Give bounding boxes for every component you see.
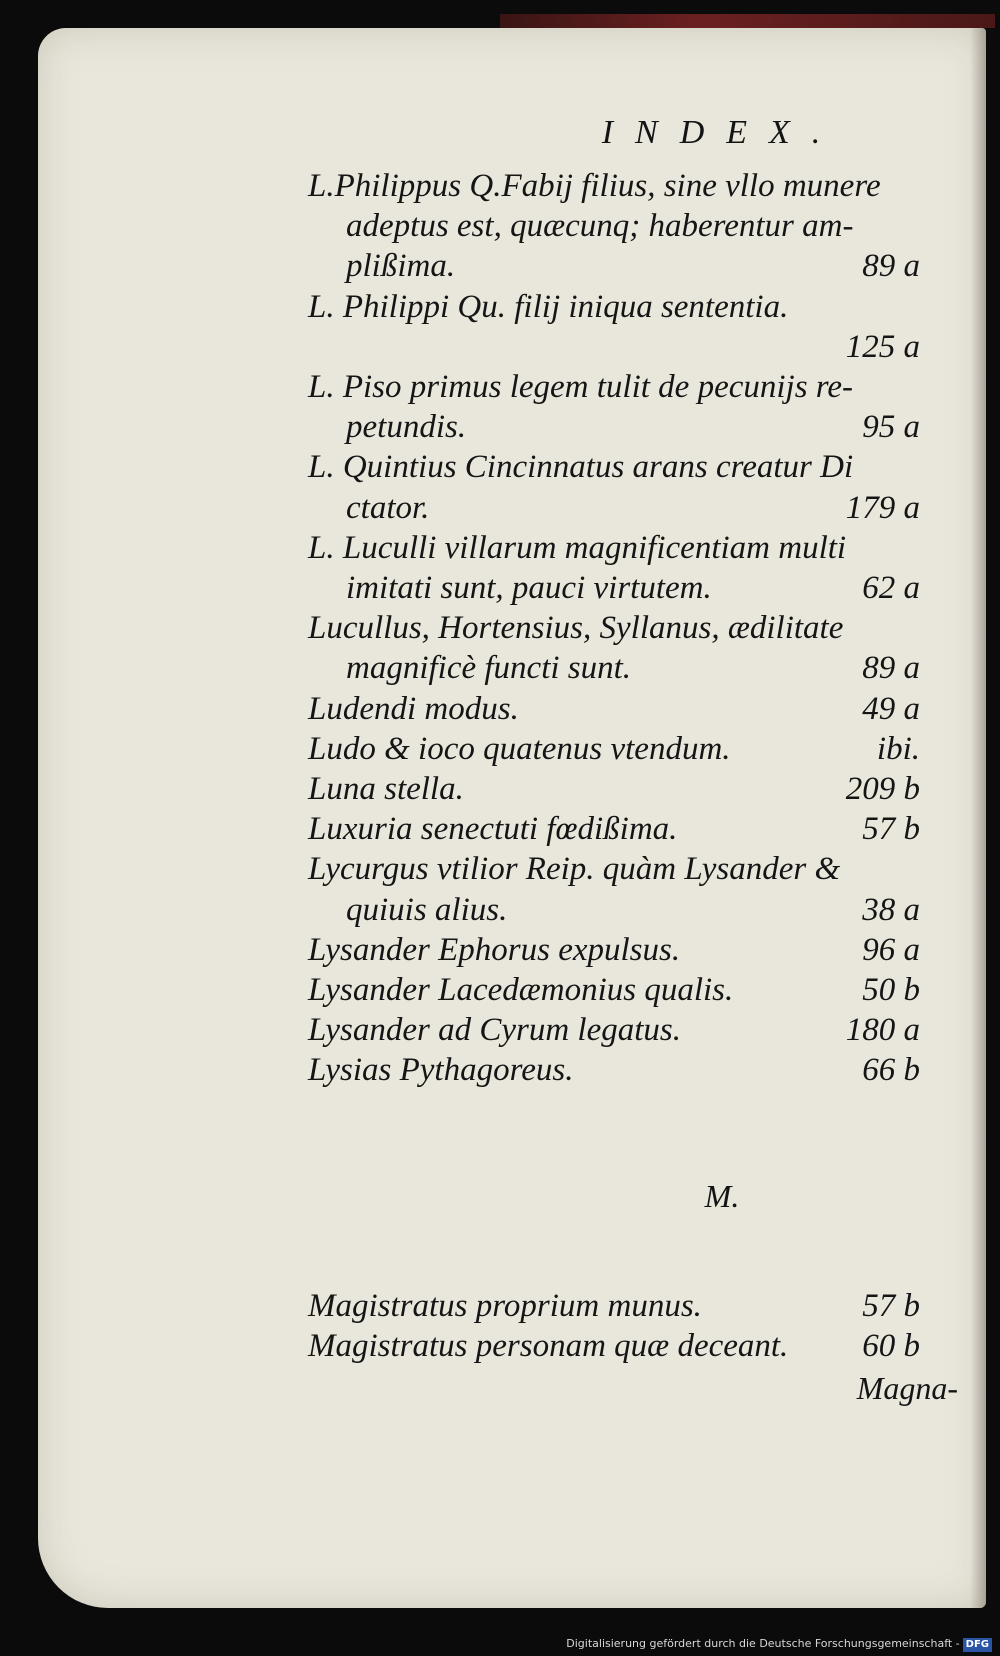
entry-text: Lysander Ephorus expulsus. xyxy=(308,931,681,968)
entry-text: Magistratus proprium munus. xyxy=(308,1288,702,1324)
index-entry-line xyxy=(308,528,920,568)
index-entry-line xyxy=(308,809,920,849)
entry-text: plißima. xyxy=(346,248,456,285)
entry-text: L. Luculli villarum magnificentiam multi xyxy=(308,529,847,566)
book-edge xyxy=(500,14,995,28)
index-entry-line xyxy=(308,608,920,648)
index-entry-line xyxy=(308,447,920,487)
entry-page-ref: 57 b xyxy=(862,811,920,848)
index-entry-line xyxy=(346,890,920,930)
entry-page-ref: 89 a xyxy=(862,248,920,285)
footer-text: Digitalisierung gefördert durch die Deutsche Forschungsgemeinschaft - xyxy=(566,1637,960,1650)
entry-page-ref: 125 a xyxy=(845,328,920,365)
index-entry-line xyxy=(346,648,920,688)
index-entry-line xyxy=(346,488,920,528)
index-entry-line xyxy=(308,166,920,206)
index-entry-line xyxy=(346,407,920,447)
index-entry-line xyxy=(346,246,920,286)
entry-text: Lysander Lacedæmonius qualis. xyxy=(308,972,734,1008)
index-entry-line xyxy=(308,930,920,970)
entry-page-ref: 179 a xyxy=(845,489,920,526)
entry-page-ref: 49 a xyxy=(862,690,920,727)
entry-text: magnificè functi sunt. xyxy=(346,650,632,687)
entry-text: Lucullus, Hortensius, Syllanus, ædilitate xyxy=(308,610,844,647)
catchword: Magna- xyxy=(856,1370,958,1406)
index-entry-line xyxy=(308,769,920,809)
section-letter: M. xyxy=(704,1178,740,1214)
entry-text: Lysias Pythagoreus. xyxy=(308,1052,574,1089)
index-entry-line xyxy=(308,367,920,407)
entry-page-ref: 180 a xyxy=(845,1012,920,1049)
entry-text: petundis. xyxy=(346,409,467,446)
entry-text: Lycurgus vtilior Reip. quàm Lysander & xyxy=(308,851,841,888)
index-entry-line xyxy=(308,1326,920,1366)
index-entry-line xyxy=(308,689,920,729)
entry-page-ref: 209 b xyxy=(845,771,920,807)
index-entry-line xyxy=(308,287,920,327)
entry-page-ref: 57 b xyxy=(862,1288,920,1324)
book-page xyxy=(38,28,986,1608)
index-entry-line xyxy=(308,1010,920,1050)
entry-page-ref: 60 b xyxy=(862,1328,920,1365)
index-entry-line xyxy=(308,970,920,1010)
index-entry-line xyxy=(308,1286,920,1326)
running-head: INDEX. xyxy=(601,114,843,151)
index-entry-line xyxy=(346,327,920,367)
entry-page-ref: 89 a xyxy=(862,650,920,687)
entry-text: L. Philippi Qu. filij iniqua sententia. xyxy=(308,288,789,325)
entry-text: Luna stella. xyxy=(308,771,464,807)
entry-text: Lysander ad Cyrum legatus. xyxy=(308,1012,682,1049)
entry-page-ref: 50 b xyxy=(862,972,920,1008)
entry-page-ref: ibi. xyxy=(876,730,920,767)
entry-page-ref: 96 a xyxy=(862,931,920,968)
index-entry-line xyxy=(308,1050,920,1090)
index-entries xyxy=(38,28,986,1608)
entry-page-ref: 66 b xyxy=(862,1052,920,1089)
entry-text: adeptus est, quæcunq; haberentur am- xyxy=(346,208,854,245)
entry-text: L.Philippus Q.Fabij filius, sine vllo munere xyxy=(308,168,881,204)
entry-text: Ludendi modus. xyxy=(308,690,519,727)
index-entry-line xyxy=(346,206,920,246)
entry-text: L. Quintius Cincinnatus arans creatur Di xyxy=(308,449,854,486)
index-entry-line xyxy=(346,568,920,608)
index-entry-line xyxy=(308,849,920,889)
digitization-footer xyxy=(566,1634,992,1654)
entry-text: ctator. xyxy=(346,489,430,526)
entry-page-ref: 95 a xyxy=(862,409,920,446)
entry-text: quiuis alius. xyxy=(346,891,508,928)
dfg-logo: DFG xyxy=(963,1638,992,1652)
entry-text: Luxuria senectuti fœdißima. xyxy=(308,811,678,848)
index-entry-line xyxy=(308,729,920,769)
entry-text: imitati sunt, pauci virtutem. xyxy=(346,570,712,606)
entry-text: L. Piso primus legem tulit de pecunijs re- xyxy=(308,369,854,405)
entry-page-ref: 38 a xyxy=(862,891,920,928)
entry-text: Ludo & ioco quatenus vtendum. xyxy=(308,730,731,767)
entry-page-ref: 62 a xyxy=(862,570,920,606)
entry-text: Magistratus personam quæ deceant. xyxy=(308,1328,789,1365)
